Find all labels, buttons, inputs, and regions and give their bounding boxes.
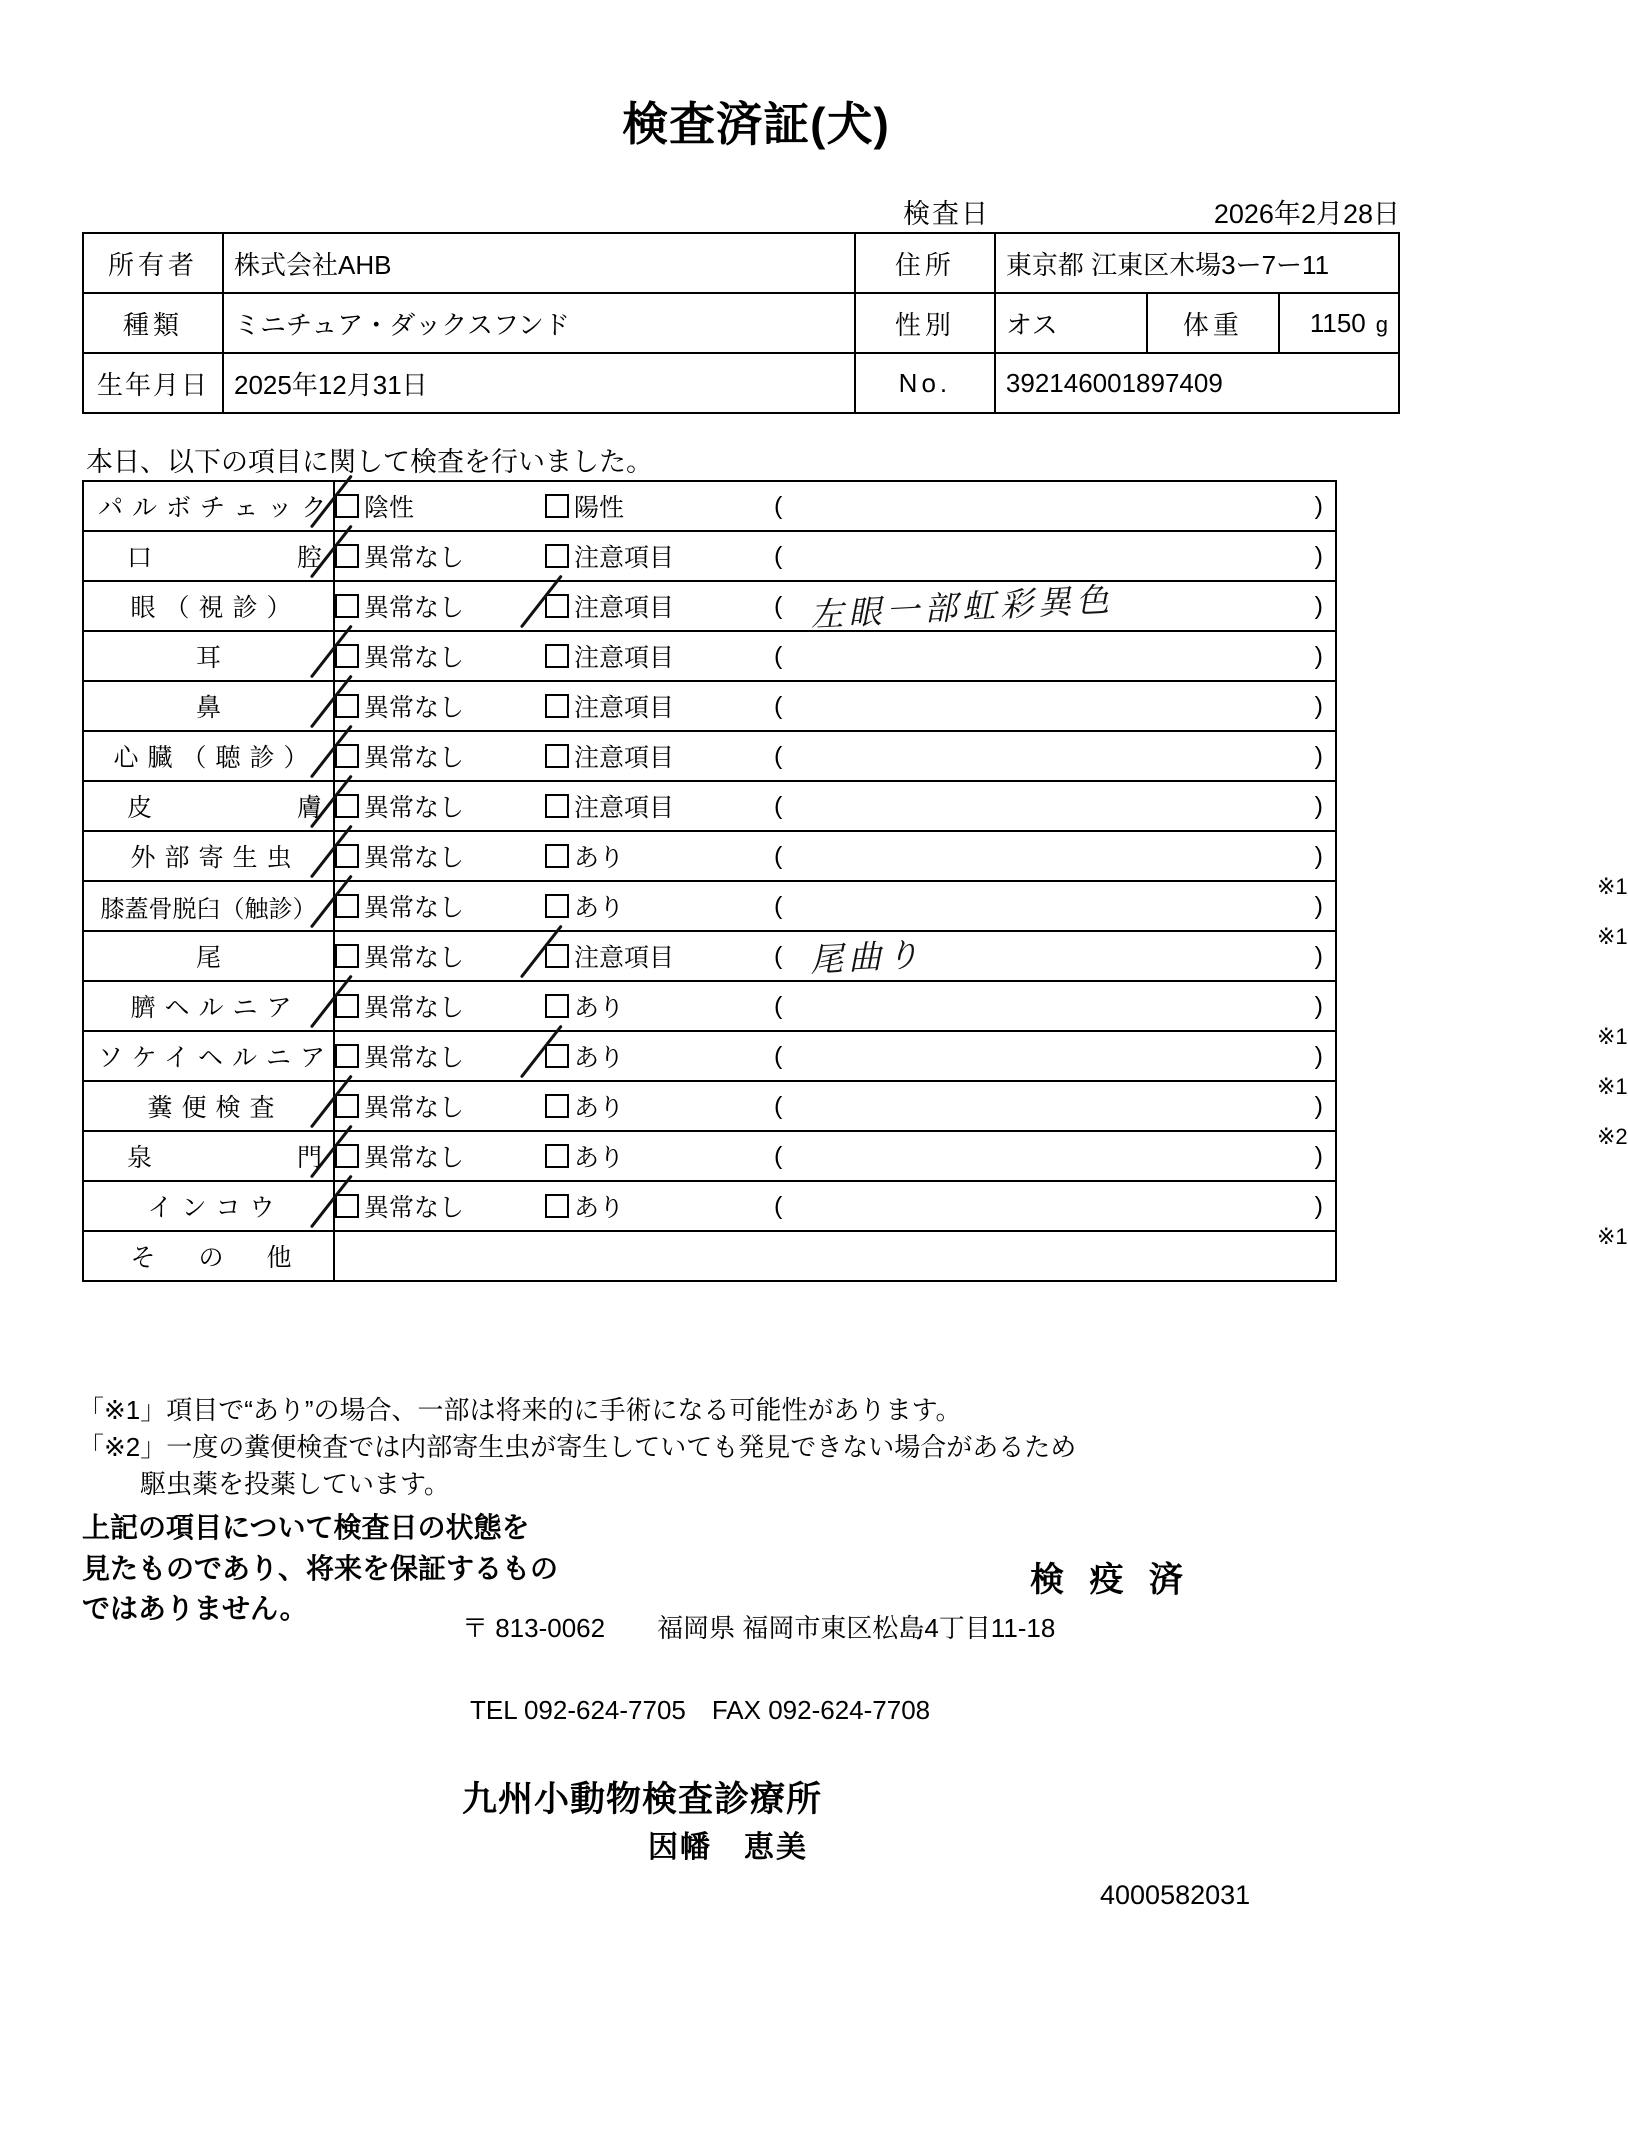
paren-open: ( <box>774 841 783 870</box>
checklist-option-normal[interactable] <box>335 588 545 624</box>
weight-cell <box>1147 293 1399 353</box>
paren-open: ( <box>774 641 783 670</box>
checkbox-icon[interactable] <box>545 994 569 1018</box>
checklist-option-abnormal[interactable] <box>545 1038 770 1074</box>
checklist-row <box>83 1231 1336 1281</box>
breed-row <box>83 293 1399 353</box>
checklist-note-field[interactable] <box>770 992 1335 1021</box>
checklist-option-label: 異常なし <box>364 1094 465 1122</box>
no-value: 392146001897409 <box>995 353 1399 413</box>
paren-open: ( <box>774 1041 783 1070</box>
checklist-options-cell <box>334 1181 1628 1249</box>
checklist-option-label: あり <box>574 894 625 922</box>
checklist-option-abnormal[interactable] <box>545 888 770 924</box>
checkbox-checked-icon[interactable] <box>335 494 359 518</box>
checklist-option-label: 注意項目 <box>574 744 675 772</box>
checkbox-checked-icon[interactable] <box>335 794 359 818</box>
checklist-option-normal[interactable] <box>335 1088 545 1124</box>
checkbox-checked-icon[interactable] <box>545 594 569 618</box>
checklist-item-label: 心臓（聴診） <box>83 731 334 781</box>
checklist-options-cell <box>334 1131 1336 1181</box>
address-value: 東京都 江東区木場3ー7ー11 <box>995 233 1399 293</box>
checklist-option-label: 異常なし <box>364 544 465 572</box>
footnote-marker: ※1 <box>1597 874 1628 899</box>
weight-label: 体重 <box>1148 294 1279 352</box>
weight-unit: g <box>1375 311 1388 337</box>
checklist-option-abnormal[interactable] <box>545 788 770 824</box>
checkbox-checked-icon[interactable] <box>335 844 359 868</box>
checklist-option-abnormal[interactable] <box>545 1088 770 1124</box>
quarantine-stamp: 検 疫 済 <box>1030 1561 1191 1599</box>
checklist-option-label: 注意項目 <box>574 794 675 822</box>
checklist-options-cell <box>334 881 1628 949</box>
checklist-option-label: 注意項目 <box>574 944 675 972</box>
checklist-option-label: 異常なし <box>364 1144 465 1172</box>
paren-open: ( <box>774 1191 783 1220</box>
checklist-options-cell <box>334 781 1336 831</box>
checklist-option-label: 注意項目 <box>574 694 675 722</box>
checkbox-icon[interactable] <box>335 1044 359 1068</box>
checklist-option-label: 注意項目 <box>574 644 675 672</box>
checklist-option-abnormal[interactable] <box>545 1138 770 1174</box>
checklist-option-abnormal[interactable] <box>545 588 770 624</box>
checklist-option-label: 異常なし <box>364 994 465 1022</box>
checklist-option-label: あり <box>574 844 625 872</box>
footnote-marker: ※1 <box>1597 1224 1628 1249</box>
checklist-options-cell <box>334 1081 1628 1149</box>
footnotes <box>78 1392 1076 1503</box>
checklist-option-normal[interactable] <box>335 788 545 824</box>
checklist-note-field[interactable] <box>770 1192 1335 1221</box>
footnote-2b: 駆虫薬を投薬しています。 <box>140 1468 450 1499</box>
checklist-option-normal[interactable] <box>335 1188 545 1224</box>
paren-open: ( <box>774 991 783 1020</box>
checklist-row <box>83 931 1336 981</box>
checklist-option-label: 異常なし <box>364 594 465 622</box>
disclaimer-line-2: 見たものであり、将来を保証するもの <box>82 1552 559 1584</box>
owner-label: 所有者 <box>83 233 223 293</box>
checkbox-checked-icon[interactable] <box>545 1044 569 1068</box>
veterinarian-name: 因幡 恵美 <box>648 1831 808 1864</box>
checklist-option-label: あり <box>574 1194 625 1222</box>
birth-value: 2025年12月31日 <box>223 353 855 413</box>
clinic-contact: TEL 092-624-7705 FAX 092-624-7708 <box>470 1695 931 1725</box>
checklist-options-cell <box>334 531 1336 581</box>
paren-close: ) <box>1314 1091 1323 1120</box>
checklist-option-normal[interactable] <box>335 938 545 974</box>
checkbox-icon[interactable] <box>545 1194 569 1218</box>
checkbox-icon[interactable] <box>545 494 569 518</box>
checkbox-icon[interactable] <box>335 944 359 968</box>
paren-close: ) <box>1314 1141 1323 1170</box>
paren-open: ( <box>774 1091 783 1120</box>
checklist-option-label: あり <box>574 1044 625 1072</box>
checklist-item-label: パルボチェック <box>83 481 334 531</box>
checklist-row <box>83 1131 1336 1181</box>
weight-value: 1150 <box>1309 307 1366 338</box>
checklist-note-field[interactable] <box>770 1042 1335 1071</box>
checklist-note-field[interactable] <box>770 792 1335 821</box>
checkbox-checked-icon[interactable] <box>335 644 359 668</box>
checklist-row <box>83 731 1336 781</box>
checklist-option-label: 陰性 <box>364 494 415 522</box>
paren-open: ( <box>774 941 783 970</box>
checklist-item-label: 眼（視診） <box>83 581 334 631</box>
checklist-options-cell <box>334 681 1336 731</box>
paren-open: ( <box>774 691 783 720</box>
paren-close: ) <box>1314 891 1323 920</box>
checklist-item-label: 膝蓋骨脱臼（触診） <box>83 881 334 931</box>
checklist-item-label: 皮 膚 <box>83 781 334 831</box>
checklist-option-normal[interactable] <box>335 838 545 874</box>
checklist-row <box>83 531 1336 581</box>
checklist-option-normal[interactable] <box>335 1038 545 1074</box>
checklist-row <box>83 1181 1336 1231</box>
paren-open: ( <box>774 891 783 920</box>
breed-label: 種類 <box>83 293 223 353</box>
checkbox-icon[interactable] <box>545 844 569 868</box>
checkbox-icon[interactable] <box>545 744 569 768</box>
checklist-item-label: 外部寄生虫 <box>83 831 334 881</box>
checklist-note-field[interactable] <box>770 642 1335 671</box>
paren-close: ) <box>1314 1041 1323 1070</box>
checklist-row <box>83 481 1336 531</box>
checkbox-icon[interactable] <box>545 1094 569 1118</box>
checklist-option-label: あり <box>574 994 625 1022</box>
checkbox-checked-icon[interactable] <box>335 894 359 918</box>
checkbox-checked-icon[interactable] <box>545 944 569 968</box>
paren-close: ) <box>1314 591 1323 620</box>
checklist-option-label: あり <box>574 1094 625 1122</box>
checklist-option-normal[interactable] <box>335 688 545 724</box>
footnote-marker: ※1 <box>1597 1074 1628 1099</box>
address-label: 住所 <box>855 233 995 293</box>
checklist-note-field[interactable] <box>770 1092 1335 1121</box>
paren-close: ) <box>1314 841 1323 870</box>
checklist-option-abnormal[interactable] <box>545 688 770 724</box>
checkbox-checked-icon[interactable] <box>335 1144 359 1168</box>
handwritten-note: 尾曲り <box>809 934 926 980</box>
checkbox-icon[interactable] <box>335 594 359 618</box>
checklist-options-cell <box>334 981 1628 1049</box>
checklist-option-label: 異常なし <box>364 1044 465 1072</box>
checkbox-checked-icon[interactable] <box>335 994 359 1018</box>
checklist-options-cell <box>334 731 1336 781</box>
clinic-address: 〒 813-0062 福岡県 福岡市東区松島4丁目11-18 <box>462 1613 1056 1643</box>
checklist-item-label: そ の 他 <box>83 1231 334 1281</box>
footnote-2: 「※2」一度の糞便検査では内部寄生虫が寄生していても発見できない場合があるため <box>78 1431 1077 1462</box>
checklist-option-label: 異常なし <box>364 644 465 672</box>
birth-row <box>83 353 1399 413</box>
checklist-option-normal[interactable] <box>335 988 545 1024</box>
checklist-table <box>82 480 1628 1282</box>
sex-label: 性別 <box>855 293 995 353</box>
checklist-option-normal[interactable] <box>335 538 545 574</box>
exam-date-value: 2026年2月28日 <box>1213 199 1400 229</box>
paren-close: ) <box>1314 541 1323 570</box>
checklist-note-field[interactable] <box>770 934 1335 980</box>
paren-close: ) <box>1314 941 1323 970</box>
checklist-option-abnormal[interactable] <box>545 938 770 974</box>
checklist-option-normal[interactable] <box>335 888 545 924</box>
checklist-row <box>83 831 1336 881</box>
checklist-row <box>83 631 1336 681</box>
checkbox-checked-icon[interactable] <box>335 1094 359 1118</box>
weight-value-cell <box>1279 294 1398 352</box>
checklist-row <box>83 681 1336 731</box>
checklist-note-field[interactable] <box>770 742 1335 771</box>
paren-open: ( <box>774 791 783 820</box>
checklist-options-cell <box>334 931 1336 981</box>
checkbox-icon[interactable] <box>545 544 569 568</box>
checklist-option-normal[interactable] <box>335 738 545 774</box>
owner-row <box>83 233 1399 293</box>
clinic-name: 九州小動物検査診療所 <box>462 1780 823 1819</box>
checklist-row <box>83 781 1336 831</box>
checklist-row <box>83 1081 1336 1131</box>
checklist-option-label: あり <box>574 1144 625 1172</box>
checkbox-checked-icon[interactable] <box>335 544 359 568</box>
paren-close: ) <box>1314 691 1323 720</box>
checklist-options-cell <box>334 579 1336 635</box>
checklist-option-label: 異常なし <box>364 694 465 722</box>
checklist-option-abnormal[interactable] <box>545 738 770 774</box>
document-number: 4000582031 <box>1100 1880 1251 1910</box>
checklist-item-label: 糞便検査 <box>83 1081 334 1131</box>
paren-open: ( <box>774 541 783 570</box>
birth-label: 生年月日 <box>83 353 223 413</box>
checklist-option-abnormal[interactable] <box>545 838 770 874</box>
checklist-note-field[interactable] <box>770 579 1335 635</box>
checklist-row <box>83 1031 1336 1081</box>
header-info-table <box>82 232 1400 414</box>
breed-value: ミニチュア・ダックスフンド <box>223 293 855 353</box>
paren-close: ) <box>1314 791 1323 820</box>
checklist-options-cell <box>334 1031 1628 1099</box>
checklist-options-cell <box>334 481 1336 531</box>
checklist-row <box>83 881 1336 931</box>
checklist-option-abnormal[interactable] <box>545 538 770 574</box>
checklist-option-normal[interactable] <box>335 1138 545 1174</box>
checklist-item-label: 尾 <box>83 931 334 981</box>
checklist-note-field[interactable] <box>770 492 1335 521</box>
checklist-option-label: 陽性 <box>574 494 625 522</box>
paren-open: ( <box>774 741 783 770</box>
checklist-row <box>83 581 1336 631</box>
checkbox-icon[interactable] <box>545 1144 569 1168</box>
footnote-1: 「※1」項目で“あり”の場合、一部は将来的に手術になる可能性があります。 <box>78 1395 962 1425</box>
checkbox-icon[interactable] <box>545 694 569 718</box>
disclaimer-line-1: 上記の項目について検査日の状態を <box>82 1512 530 1543</box>
footnote-marker: ※2 <box>1597 1124 1628 1149</box>
checklist-options-cell <box>334 1231 1336 1281</box>
paren-open: ( <box>774 491 783 520</box>
checklist-note-field[interactable] <box>770 842 1335 871</box>
checklist-option-normal[interactable] <box>335 488 545 524</box>
no-label: No. <box>855 353 995 413</box>
checklist-item-label: ソケイヘルニア <box>83 1031 334 1081</box>
checklist-option-label: 注意項目 <box>574 544 675 572</box>
checkbox-checked-icon[interactable] <box>335 744 359 768</box>
checklist-option-label: 異常なし <box>364 744 465 772</box>
checklist-note-field[interactable] <box>770 542 1335 571</box>
checklist-option-label: 注意項目 <box>574 594 675 622</box>
checklist-option-label: 異常なし <box>364 944 465 972</box>
checklist-item-label: 泉 門 <box>83 1131 334 1181</box>
checklist-option-abnormal[interactable] <box>545 1188 770 1224</box>
checklist-options-cell <box>334 831 1628 899</box>
handwritten-note: 左眼一部虹彩異色 <box>809 579 1115 635</box>
checkbox-icon[interactable] <box>545 794 569 818</box>
paren-open: ( <box>774 1141 783 1170</box>
disclaimer-line-3: ではありません。 <box>82 1593 308 1625</box>
checklist-item-label: インコウ <box>83 1181 334 1231</box>
checklist-row <box>83 981 1336 1031</box>
checklist-item-label: 臍ヘルニア <box>83 981 334 1031</box>
paren-close: ) <box>1314 491 1323 520</box>
checklist-option-abnormal[interactable] <box>545 988 770 1024</box>
checklist-item-label: 鼻 <box>83 681 334 731</box>
checklist-option-abnormal[interactable] <box>545 638 770 674</box>
checklist-item-label: 耳 <box>83 631 334 681</box>
checkbox-checked-icon[interactable] <box>335 1194 359 1218</box>
footnote-marker: ※1 <box>1597 1024 1628 1049</box>
checklist-item-label: 口 腔 <box>83 531 334 581</box>
checklist-options-cell <box>334 631 1336 681</box>
paren-close: ) <box>1314 741 1323 770</box>
exam-date-label: 検査日 <box>903 199 990 229</box>
footnote-marker: ※1 <box>1597 924 1628 949</box>
exam-date-row <box>0 192 1400 231</box>
checklist-note-field[interactable] <box>770 892 1335 921</box>
checklist-option-label: 異常なし <box>364 794 465 822</box>
paren-close: ) <box>1314 1191 1323 1220</box>
checklist-option-abnormal[interactable] <box>545 488 770 524</box>
owner-value: 株式会社AHB <box>223 233 855 293</box>
paren-open: ( <box>774 591 783 620</box>
checklist-option-normal[interactable] <box>335 638 545 674</box>
checklist-option-label: 異常なし <box>364 1194 465 1222</box>
checkbox-icon[interactable] <box>545 644 569 668</box>
checklist-option-label: 異常なし <box>364 894 465 922</box>
intro-text: 本日、以下の項目に関して検査を行いました。 <box>86 447 653 477</box>
checkbox-icon[interactable] <box>545 894 569 918</box>
paren-close: ) <box>1314 991 1323 1020</box>
checkbox-checked-icon[interactable] <box>335 694 359 718</box>
paren-close: ) <box>1314 641 1323 670</box>
checklist-option-label: 異常なし <box>364 844 465 872</box>
checklist-note-field[interactable] <box>770 1142 1335 1171</box>
checklist-note-field[interactable] <box>770 692 1335 721</box>
page-title: 検査済証(犬) <box>622 98 890 150</box>
sex-value: オス <box>995 293 1147 353</box>
